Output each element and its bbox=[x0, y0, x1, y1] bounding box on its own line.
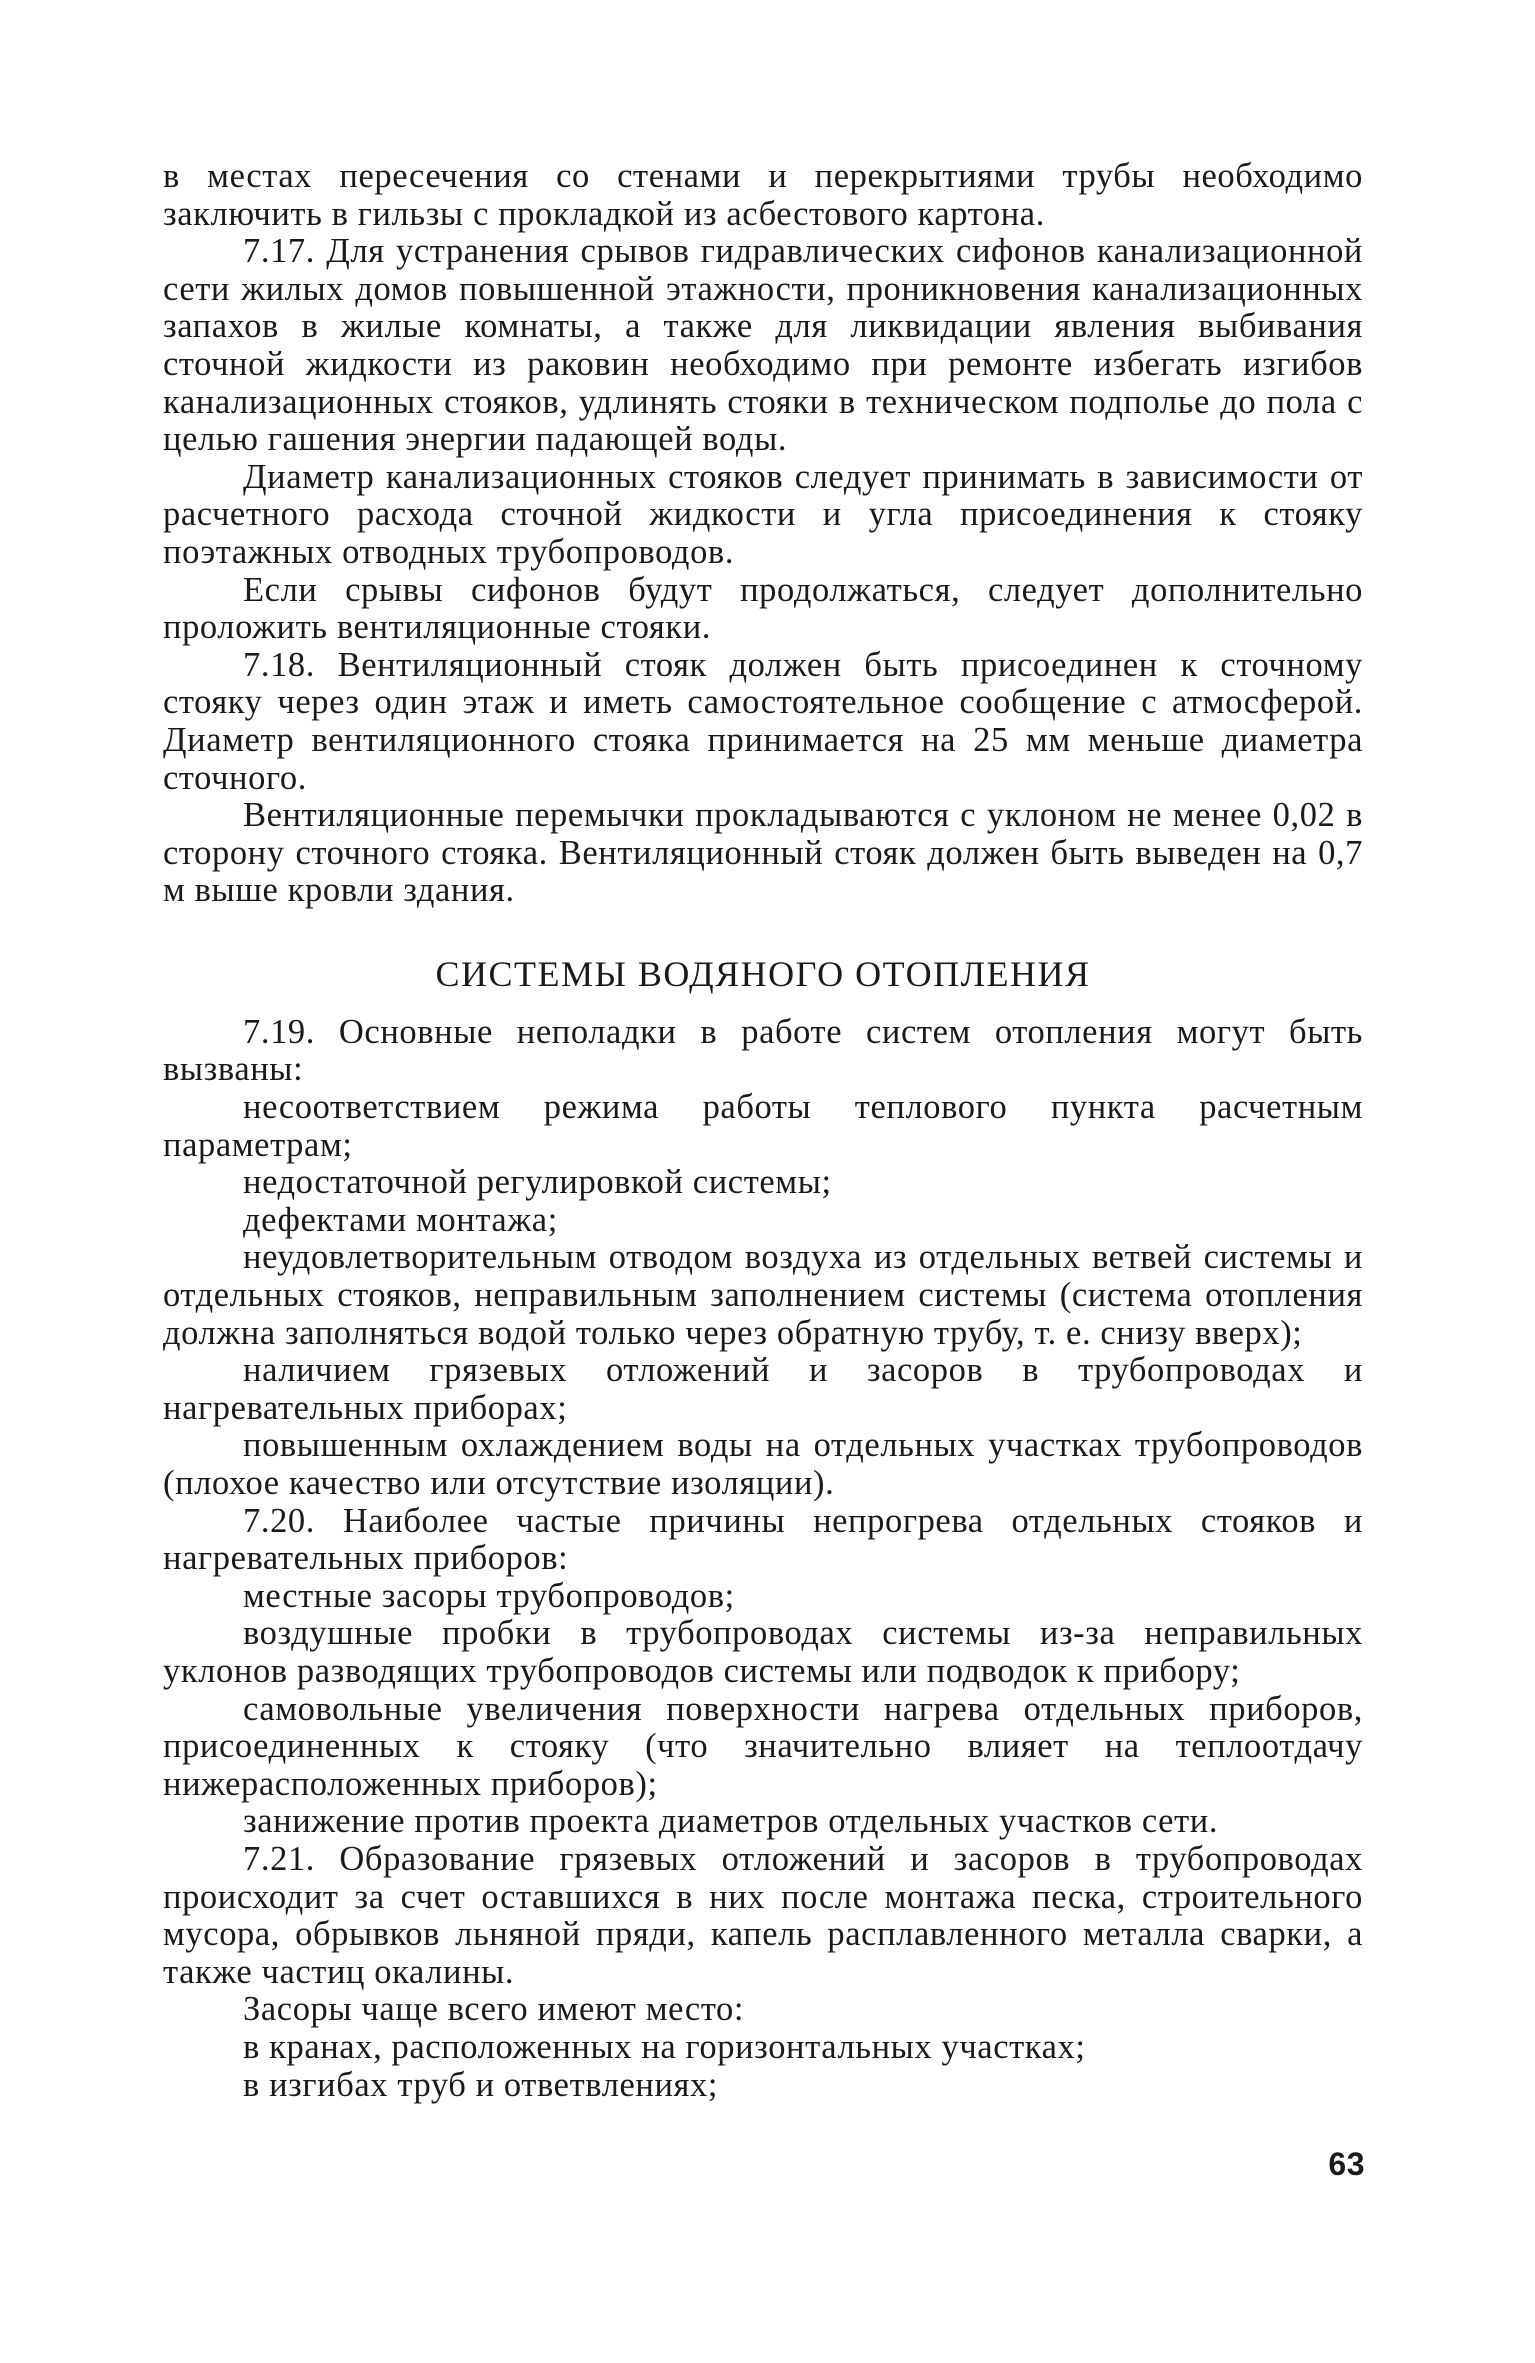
list-item-diameter-reduction: занижение против проекта диаметров отдельных участков сети. bbox=[243, 1802, 1219, 1841]
paragraph-7-19: 7.19. Основные неполадки в работе систем отопления могут быть вызваны: bbox=[163, 1012, 1363, 1089]
list-item-cooling: повышенным охлаждением воды на отдельных участках трубопроводов (плохое качество или отсутствие изоляции). bbox=[163, 1426, 1363, 1502]
paragraph-7-18: 7.18. Вентиляционный стояк должен быть присоединен к сточному стояку через один этаж и иметь самостоятельное сообщение с атмосферой. Диаметр вентиляционного стояка принимается на 25 мм меньше диаметра сточного. bbox=[163, 645, 1363, 797]
list-item-surface-increase: самовольные увеличения поверхности нагрева отдельных приборов, присоединенных к стояку (что значительно влияет на теплоотдачу нижерасположенных приборов); bbox=[163, 1689, 1363, 1803]
paragraph-vent-risers: Если срывы сифонов будут продолжаться, следует дополнительно проложить вентиляционные стояки. bbox=[163, 570, 1363, 647]
page-number: 63 bbox=[1328, 2146, 1365, 2182]
paragraph-7-21: 7.21. Образование грязевых отложений и засоров в трубопроводах происходит за счет оставшихся в них после монтажа песка, строительного мусора, обрывков льняной пряди, капель расплавленного металла сварки, а также частиц окалины. bbox=[163, 1839, 1363, 1991]
list-item-mismatch: несоответствием режима работы теплового пункта расчетным параметрам; bbox=[163, 1088, 1363, 1164]
list-item-valves: в кранах, расположенных на горизонтальных участках; bbox=[243, 2027, 1086, 2066]
paragraph-riser-diameter: Диаметр канализационных стояков следует принимать в зависимости от расчетного расхода сточной жидкости и угла присоединения к стояку поэтажных отводных трубопроводов. bbox=[163, 457, 1363, 571]
list-item-air-removal: неудовлетворительным отводом воздуха из отдельных ветвей системы и отдельных стояков, неправильным заполнением системы (система отопления должна заполняться водой только через обратную трубу, т. е. снизу вверх); bbox=[163, 1238, 1363, 1352]
list-item-deposits: наличием грязевых отложений и засоров в трубопроводах и нагревательных приборах; bbox=[163, 1351, 1363, 1427]
list-item-local-blockages: местные засоры трубопроводов; bbox=[243, 1576, 735, 1615]
list-item-regulation: недостаточной регулировкой системы; bbox=[243, 1163, 832, 1202]
paragraph-blockage-places: Засоры чаще всего имеют место: bbox=[243, 1990, 745, 2029]
page-body bbox=[163, 158, 1363, 2104]
list-item-pipe-bends: в изгибах труб и ответвлениях; bbox=[243, 2065, 719, 2104]
paragraph-vent-jumpers: Вентиляционные перемычки прокладываются с уклоном не менее 0,02 в сторону сточного стояка. Вентиляционный стояк должен быть выведен на 0,7 м выше кровли здания. bbox=[163, 796, 1363, 910]
paragraph-7-20: 7.20. Наиболее частые причины непрогрева отдельных стояков и нагревательных приборов: bbox=[163, 1501, 1363, 1578]
paragraph-pipe-sleeves: в местах пересечения со стенами и перекрытиями трубы необходимо заключить в гильзы с прокладкой из асбестового картона. bbox=[163, 157, 1363, 233]
paragraph-7-17: 7.17. Для устранения срывов гидравлических сифонов канализационной сети жилых домов повышенной этажности, проникновения канализационных запахов в жилые комнаты, а также для ликвидации явления выбивания сточной жидкости из раковин необходимо при ремонте избегать изгибов канализационных стояков, удлинять стояки в техническом подполье до пола с целью гашения энергии падающей воды. bbox=[163, 232, 1363, 459]
list-item-air-locks: воздушные пробки в трубопроводах системы из-за неправильных уклонов разводящих трубопроводов системы или подводок к прибору; bbox=[163, 1614, 1363, 1690]
list-item-installation-defects: дефектами монтажа; bbox=[243, 1200, 558, 1239]
section-heading-water-heating: СИСТЕМЫ ВОДЯНОГО ОТОПЛЕНИЯ bbox=[435, 953, 1091, 994]
